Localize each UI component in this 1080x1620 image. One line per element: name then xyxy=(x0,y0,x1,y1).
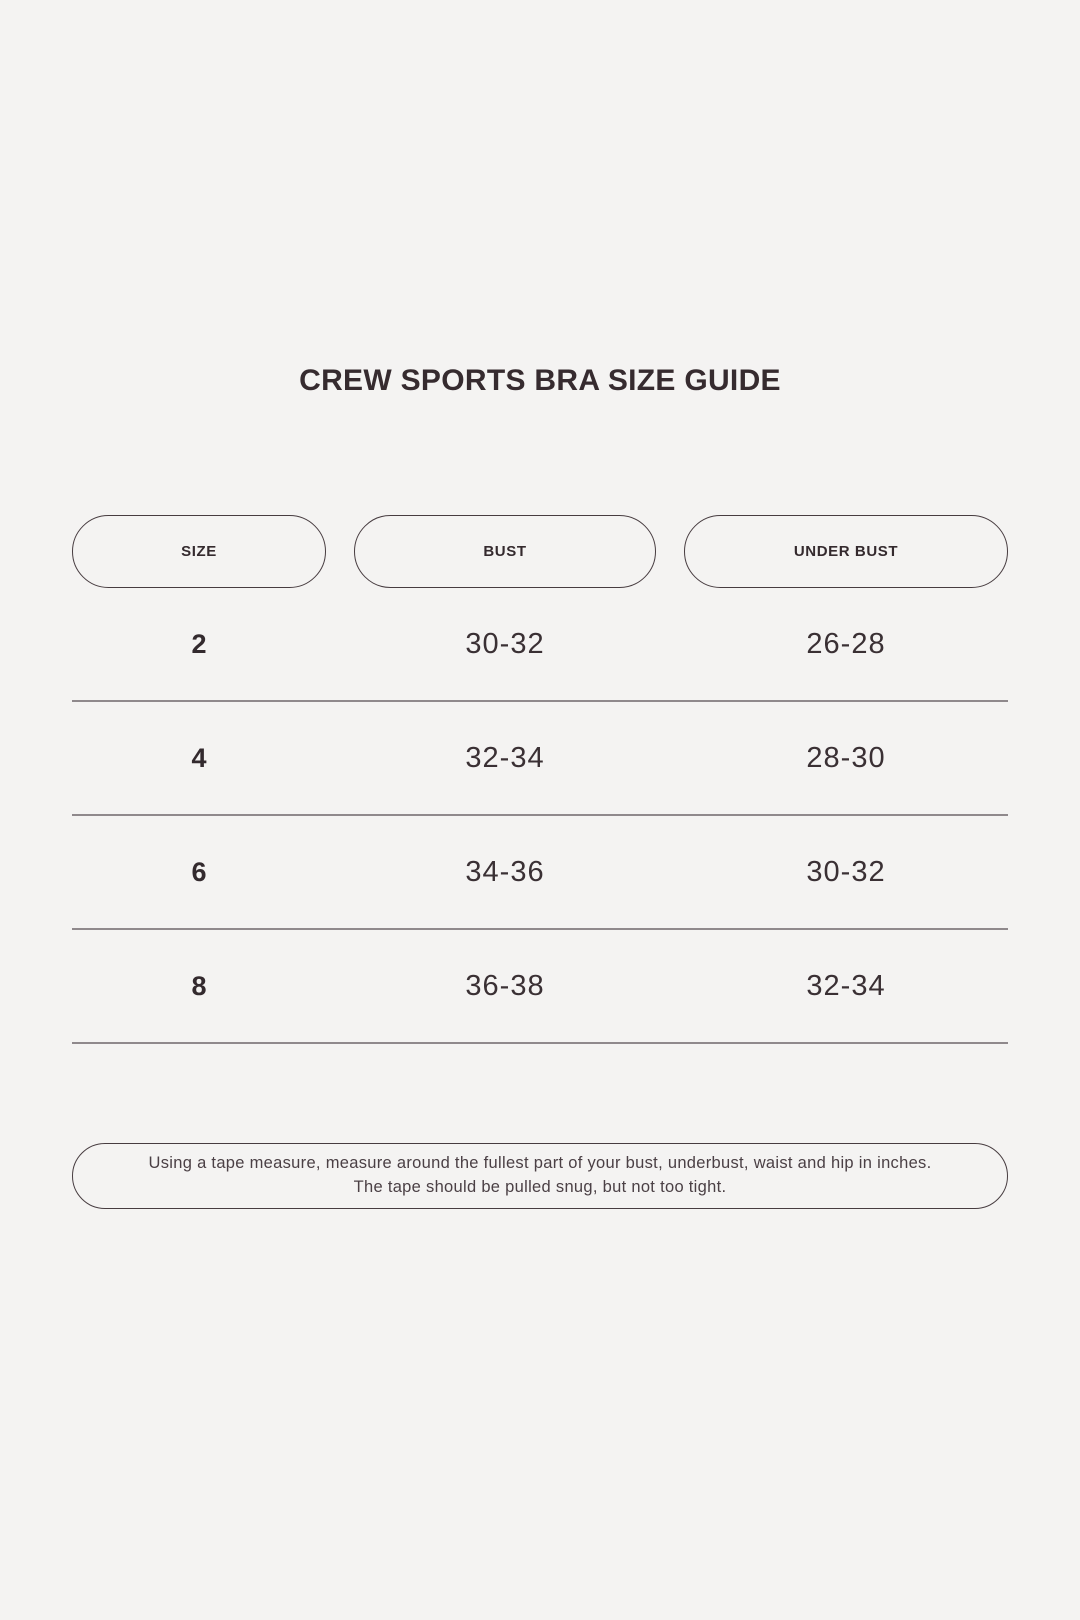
size-table xyxy=(72,515,1008,1044)
under-bust-value: 30-32 xyxy=(806,855,886,888)
measuring-instructions xyxy=(72,1143,1008,1209)
measuring-instructions-line2: The tape should be pulled snug, but not too tight. xyxy=(353,1178,727,1196)
table-row xyxy=(72,816,1008,930)
table-body xyxy=(72,588,1008,1044)
bust-value: 32-34 xyxy=(465,741,545,774)
table-header-row xyxy=(72,515,1008,588)
size-value: 8 xyxy=(191,970,207,1001)
size-value: 2 xyxy=(191,628,207,659)
bust-value: 34-36 xyxy=(465,855,545,888)
under-bust-value: 28-30 xyxy=(806,741,886,774)
measuring-instructions-line1: Using a tape measure, measure around the fullest part of your bust, underbust, waist and hip in inches. xyxy=(148,1154,932,1173)
bust-value: 30-32 xyxy=(465,627,545,660)
column-header-bust: BUST xyxy=(354,515,656,588)
size-value: 6 xyxy=(191,856,207,887)
table-row xyxy=(72,930,1008,1044)
bust-value: 36-38 xyxy=(465,969,545,1002)
table-row xyxy=(72,702,1008,816)
page-title: CREW SPORTS BRA SIZE GUIDE xyxy=(299,364,781,397)
under-bust-value: 26-28 xyxy=(806,627,886,660)
table-row xyxy=(72,588,1008,702)
column-header-under-bust: UNDER BUST xyxy=(684,515,1008,588)
under-bust-value: 32-34 xyxy=(806,969,886,1002)
column-header-size: SIZE xyxy=(72,515,326,588)
size-value: 4 xyxy=(191,742,207,773)
